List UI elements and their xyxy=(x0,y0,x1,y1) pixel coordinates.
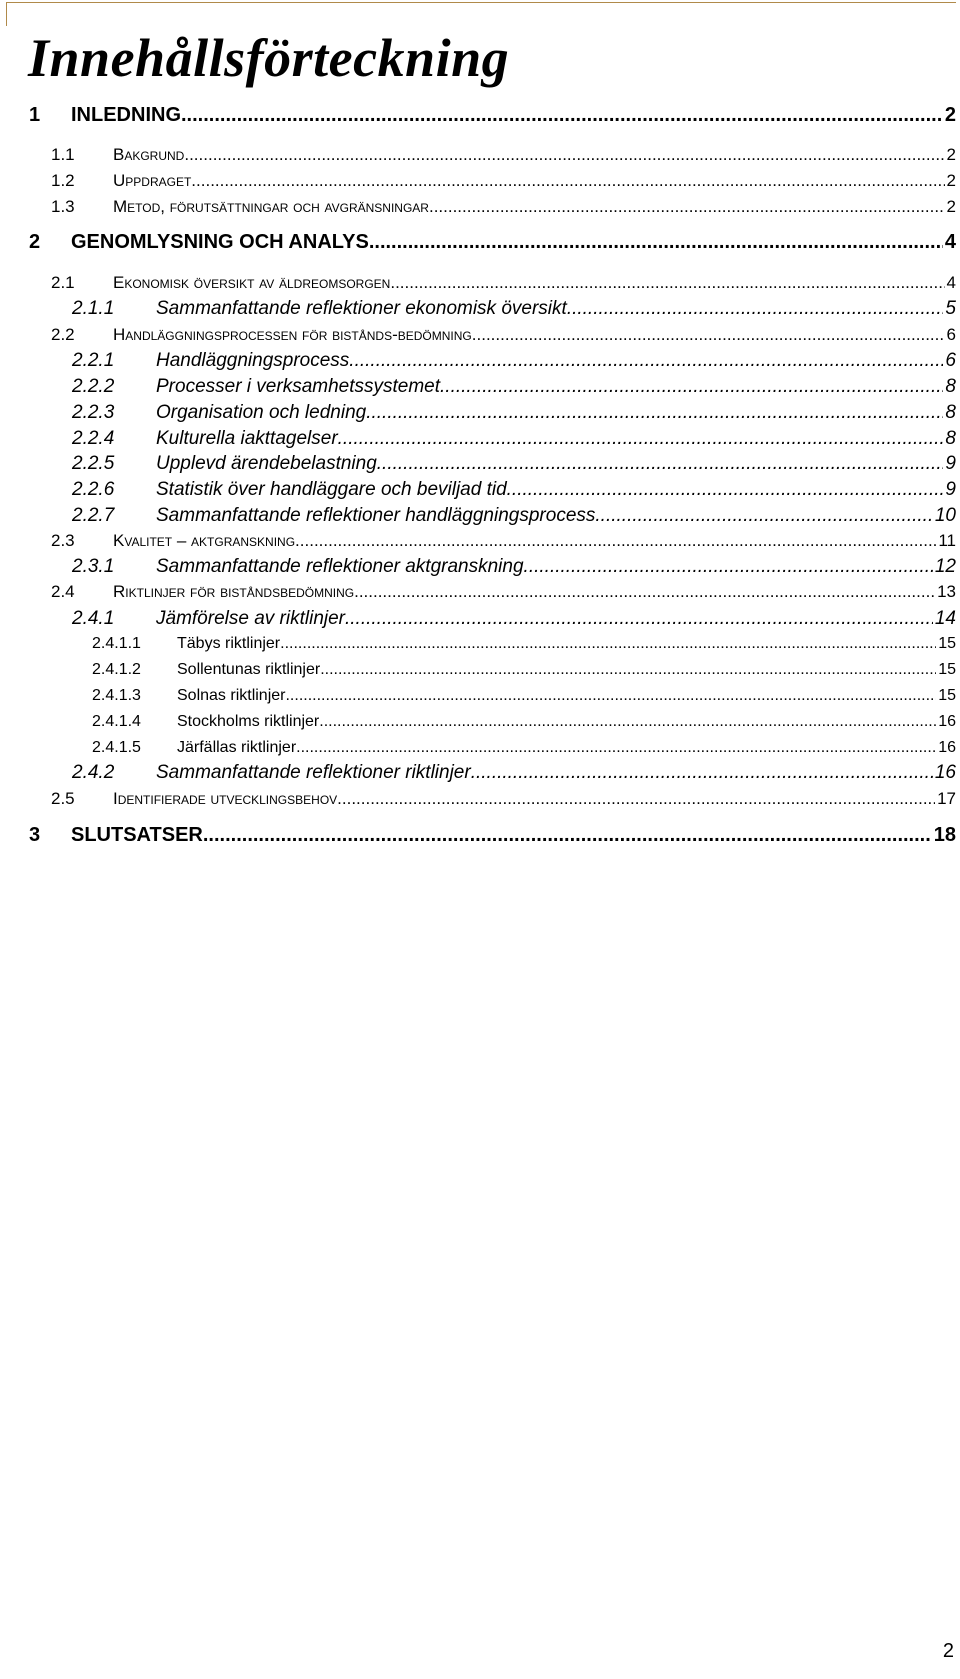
toc-entry-1-2[interactable] xyxy=(51,171,956,197)
toc-number: 2.1 xyxy=(51,273,75,292)
toc-page: 13 xyxy=(937,582,956,601)
toc-leader xyxy=(366,402,943,424)
toc-number: 3 xyxy=(29,824,41,846)
toc-page: 9 xyxy=(945,453,956,474)
toc-page: 2 xyxy=(946,197,956,216)
toc-leader xyxy=(471,762,933,784)
toc-label: Täbys riktlinjer xyxy=(177,635,281,652)
toc-number: 2.1.1 xyxy=(72,298,115,319)
toc-leader xyxy=(296,739,936,757)
toc-leader xyxy=(369,231,943,254)
toc-entry-2-2-6[interactable] xyxy=(72,479,956,505)
toc-label: Sammanfattande reflektioner handläggningsprocess xyxy=(156,505,596,526)
toc-label: Metod, förutsättningar och avgränsningar xyxy=(113,197,429,216)
toc-entry-2-2-7[interactable] xyxy=(72,505,956,531)
toc-label: INLEDNING xyxy=(71,104,181,126)
toc-page: 12 xyxy=(934,556,956,577)
toc-entry-2-2-1[interactable] xyxy=(72,350,956,376)
page-number: 2 xyxy=(942,1640,954,1662)
toc-entry-2-4[interactable] xyxy=(51,582,956,608)
toc-number: 2.4.2 xyxy=(72,762,115,783)
toc-number: 1.1 xyxy=(51,145,75,164)
toc-leader xyxy=(429,197,945,217)
toc-leader xyxy=(472,325,945,345)
toc-page: 18 xyxy=(933,824,956,846)
toc-leader xyxy=(377,453,944,475)
toc-label: GENOMLYSNING OCH ANALYS xyxy=(71,231,369,253)
toc-leader xyxy=(507,479,944,501)
toc-label: Statistik över handläggare och beviljad tid xyxy=(156,479,507,500)
toc-label: Processer i verksamhetssystemet xyxy=(156,376,441,397)
toc-page: 9 xyxy=(945,479,956,500)
toc-page: 16 xyxy=(938,713,956,730)
toc-leader xyxy=(390,273,944,293)
toc-label: Sammanfattande reflektioner riktlinjer xyxy=(156,762,471,783)
toc-label: Bakgrund xyxy=(113,145,185,164)
toc-entry-2-1[interactable] xyxy=(51,273,956,299)
toc-page: 17 xyxy=(937,789,956,808)
toc-leader xyxy=(203,824,932,847)
toc-label: Jämförelse av riktlinjer xyxy=(156,608,345,629)
toc-leader xyxy=(595,505,932,527)
toc-leader xyxy=(191,171,944,191)
toc-page: 4 xyxy=(944,231,956,253)
toc-entry-2-3[interactable] xyxy=(51,531,956,557)
toc-number: 2.2.5 xyxy=(72,453,115,474)
toc-number: 2.4 xyxy=(51,582,75,601)
toc-leader xyxy=(524,556,933,578)
top-border-rule xyxy=(6,2,956,3)
toc-label: Sollentunas riktlinjer xyxy=(177,661,321,678)
toc-leader xyxy=(345,608,933,630)
toc-entry-2-5[interactable] xyxy=(51,789,956,815)
toc-label: Järfällas riktlinjer xyxy=(177,739,297,756)
toc-page: 6 xyxy=(945,350,956,371)
toc-number: 2.4.1.2 xyxy=(92,661,141,678)
toc-entry-2-2-5[interactable] xyxy=(72,453,956,479)
toc-number: 2.3 xyxy=(51,531,75,550)
toc-leader xyxy=(440,376,943,398)
toc-leader xyxy=(319,713,936,731)
toc-leader xyxy=(280,635,936,653)
toc-number: 2 xyxy=(29,231,41,253)
toc-leader xyxy=(320,661,936,679)
toc-entry-1-3[interactable] xyxy=(51,197,956,223)
toc-page: 2 xyxy=(946,145,956,164)
toc-page: 2 xyxy=(946,171,956,190)
toc-page: 8 xyxy=(945,428,956,449)
toc-label: Stockholms riktlinjer xyxy=(177,713,320,730)
toc-number: 2.4.1.5 xyxy=(92,739,141,756)
toc-entry-2-3-1[interactable] xyxy=(72,556,956,582)
toc-entry-2-4-1-2[interactable] xyxy=(92,661,956,687)
toc-entry-2-4-1-1[interactable] xyxy=(92,635,956,661)
toc-entry-2-4-2[interactable] xyxy=(72,762,956,788)
toc-number: 1.2 xyxy=(51,171,75,190)
toc-number: 2.4.1.3 xyxy=(92,687,141,704)
toc-label: Identifierade utvecklingsbehov xyxy=(113,789,338,808)
toc-page: 14 xyxy=(934,608,956,629)
toc-entry-1[interactable] xyxy=(29,104,956,130)
toc-label: Solnas riktlinjer xyxy=(177,687,286,704)
toc-page: 2 xyxy=(944,104,956,126)
toc-page: 15 xyxy=(938,635,956,652)
toc-entry-2-2-2[interactable] xyxy=(72,376,956,402)
toc-leader xyxy=(337,789,935,809)
toc-number: 2.3.1 xyxy=(72,556,115,577)
toc-leader xyxy=(184,145,944,165)
toc-entry-2[interactable] xyxy=(29,231,956,257)
toc-page: 6 xyxy=(946,325,956,344)
toc-label: Sammanfattande reflektioner ekonomisk översikt xyxy=(156,298,567,319)
toc-leader xyxy=(338,428,944,450)
toc-number: 2.4.1 xyxy=(72,608,115,629)
toc-entry-2-2-3[interactable] xyxy=(72,402,956,428)
left-border-rule xyxy=(6,2,7,26)
toc-page: 15 xyxy=(938,661,956,678)
toc-entry-2-2-4[interactable] xyxy=(72,428,956,454)
toc-leader xyxy=(285,687,936,705)
toc-label: SLUTSATSER xyxy=(71,824,203,846)
toc-label: Ekonomisk översikt av äldreomsorgen xyxy=(113,273,391,292)
toc-label: Kvalitet – aktgranskning xyxy=(113,531,296,550)
toc-entry-2-4-1-4[interactable] xyxy=(92,713,956,739)
toc-leader xyxy=(349,350,943,372)
toc-page: 15 xyxy=(938,687,956,704)
toc-entry-2-1-1[interactable] xyxy=(72,298,956,324)
toc-entry-2-2[interactable] xyxy=(51,325,956,351)
toc-number: 2.2.3 xyxy=(72,402,115,423)
toc-number: 2.2.1 xyxy=(72,350,115,371)
toc-label: Uppdraget xyxy=(113,171,192,190)
toc-number: 2.2 xyxy=(51,325,75,344)
toc-label: Handläggningsprocessen för bistånds-bedömning xyxy=(113,325,472,344)
toc-page: 8 xyxy=(945,376,956,397)
toc-number: 2.2.2 xyxy=(72,376,115,397)
toc-leader xyxy=(567,298,944,320)
toc-number: 1.3 xyxy=(51,197,75,216)
toc-page: 16 xyxy=(938,739,956,756)
toc-label: Kulturella iakttagelser xyxy=(156,428,338,449)
toc-entry-3[interactable] xyxy=(29,824,956,850)
toc-page: 5 xyxy=(945,298,956,319)
toc-number: 1 xyxy=(29,104,41,126)
toc-number: 2.2.6 xyxy=(72,479,115,500)
toc-label: Upplevd ärendebelastning xyxy=(156,453,377,474)
toc-page: 8 xyxy=(945,402,956,423)
page-title: Innehållsförteckning xyxy=(28,28,510,88)
toc-page: 4 xyxy=(946,273,956,292)
toc-number: 2.2.4 xyxy=(72,428,115,449)
toc-entry-2-4-1[interactable] xyxy=(72,608,956,634)
toc-page: 16 xyxy=(934,762,956,783)
toc-entry-1-1[interactable] xyxy=(51,145,956,171)
toc-page: 10 xyxy=(934,505,956,526)
toc-entry-2-4-1-3[interactable] xyxy=(92,687,956,713)
toc-label: Handläggningsprocess xyxy=(156,350,350,371)
toc-number: 2.5 xyxy=(51,789,75,808)
toc-leader xyxy=(181,104,943,127)
toc-number: 2.2.7 xyxy=(72,505,115,526)
toc-label: Sammanfattande reflektioner aktgranskning xyxy=(156,556,524,577)
toc-label: Riktlinjer för biståndsbedömning xyxy=(113,582,355,601)
toc-number: 2.4.1.1 xyxy=(92,635,141,652)
toc-label: Organisation och ledning xyxy=(156,402,367,423)
toc-number: 2.4.1.4 xyxy=(92,713,141,730)
toc-leader xyxy=(295,531,936,551)
toc-page: 11 xyxy=(938,531,956,550)
toc-leader xyxy=(354,582,935,602)
